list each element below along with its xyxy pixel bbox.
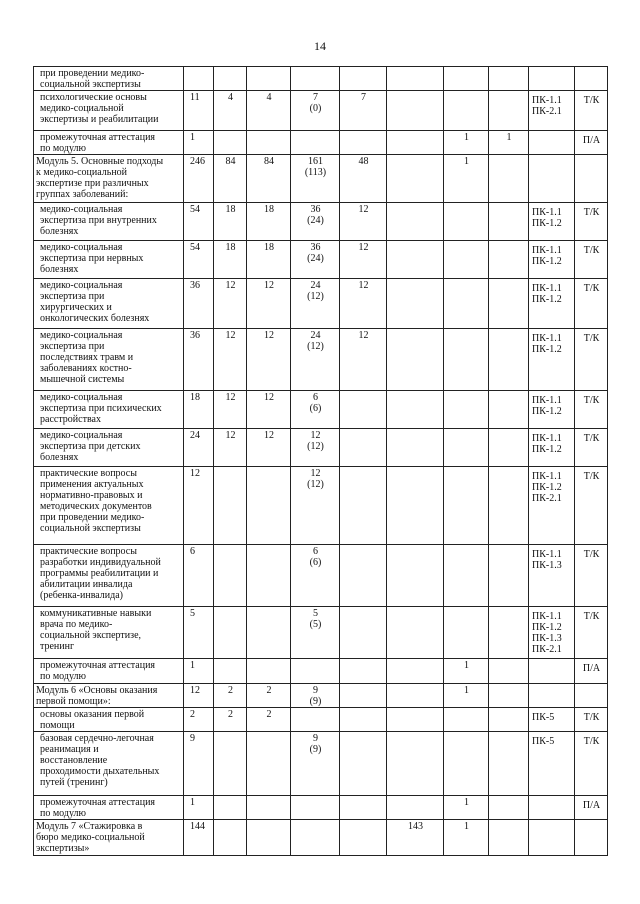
module-title [34,684,184,708]
discipline-name [34,329,184,391]
hours-cell [489,708,529,732]
discipline-name [34,91,184,131]
competencies-cell [529,708,575,732]
hours-cell [387,467,444,545]
competencies-cell [529,545,575,607]
hours-cell [247,659,291,684]
curriculum-table [33,66,608,856]
discipline-name-text: промежуточная аттестация по модулю [40,660,156,682]
table-row [34,429,608,467]
hours-cell: 2 [214,684,247,708]
competency-code: ПК-1.2 [532,218,562,229]
hours-cell: 1 [444,659,489,684]
hours-cell [340,732,387,796]
hours-cell [214,607,247,659]
module-title [34,155,184,203]
table-row [34,329,608,391]
module-row [34,820,608,856]
hours-cell: 18 [214,203,247,241]
discipline-name-text: медико-социальная экспертиза при нервных болезнях [40,242,144,275]
control-form-cell: Т/К [575,467,608,545]
hours-cell: 54 [184,203,214,241]
hours-cell [291,131,340,155]
control-form-cell [575,820,608,856]
hours-cell: 24 (12) [291,279,340,329]
hours-cell: 12 [247,429,291,467]
competencies-cell [529,467,575,545]
hours-cell [340,659,387,684]
discipline-name [34,279,184,329]
hours-cell [291,659,340,684]
table-row [34,796,608,820]
hours-cell [387,796,444,820]
discipline-name [34,391,184,429]
hours-cell [340,429,387,467]
control-form-cell: Т/К [575,607,608,659]
hours-cell: 143 [387,820,444,856]
discipline-name-text: медико-социальная экспертиза при психических расстройствах [40,392,162,425]
hours-cell: 11 [184,91,214,131]
hours-cell [340,607,387,659]
control-form-cell: П/А [575,796,608,820]
discipline-name [34,429,184,467]
discipline-name-text: медико-социальная экспертиза при детских болезнях [40,430,141,463]
discipline-name [34,467,184,545]
hours-cell: 24 [184,429,214,467]
hours-cell [387,241,444,279]
hours-cell [340,820,387,856]
table-row [34,708,608,732]
hours-cell [247,607,291,659]
module-row [34,155,608,203]
control-form-cell: Т/К [575,429,608,467]
module-row [34,684,608,708]
hours-cell [489,820,529,856]
hours-cell [444,241,489,279]
hours-cell [489,796,529,820]
hours-cell: 2 [247,708,291,732]
competencies-cell [529,203,575,241]
hours-cell [387,329,444,391]
hours-cell: 12 [340,241,387,279]
hours-cell [444,732,489,796]
module-title [34,820,184,856]
hours-cell: 36 [184,329,214,391]
hours-cell: 1 [444,796,489,820]
control-form-cell [575,684,608,708]
hours-cell [340,684,387,708]
hours-cell [387,607,444,659]
competency-code: ПК-1.2 [532,482,562,493]
hours-cell: 1 [184,659,214,684]
hours-cell: 36 (24) [291,203,340,241]
control-form-cell: П/А [575,131,608,155]
hours-cell [444,329,489,391]
competency-code: ПК-1.1 [532,549,562,560]
hours-cell: 7 [340,91,387,131]
control-form-cell: Т/К [575,708,608,732]
hours-cell: 5 [184,607,214,659]
hours-cell [444,467,489,545]
hours-cell [291,796,340,820]
hours-cell: 12 [340,203,387,241]
control-form-cell [575,67,608,91]
competencies-cell [529,91,575,131]
hours-cell [489,91,529,131]
discipline-name [34,607,184,659]
table-row [34,203,608,241]
hours-cell [214,467,247,545]
hours-cell [444,279,489,329]
hours-cell [387,91,444,131]
competencies-cell [529,684,575,708]
hours-cell: 1 [184,131,214,155]
hours-cell: 12 (12) [291,467,340,545]
hours-cell [247,67,291,91]
hours-cell [489,155,529,203]
competency-code: ПК-1.1 [532,471,562,482]
hours-cell [387,545,444,607]
hours-cell [387,131,444,155]
curriculum-rows [34,67,608,856]
hours-cell: 2 [214,708,247,732]
discipline-name [34,203,184,241]
discipline-name [34,708,184,732]
competency-code: ПК-5 [532,712,555,723]
hours-cell [340,391,387,429]
discipline-name-text: основы оказания первой помощи [40,709,145,731]
hours-cell: 2 [184,708,214,732]
control-form-cell: Т/К [575,391,608,429]
hours-cell [247,131,291,155]
hours-cell: 18 [214,241,247,279]
hours-cell [247,796,291,820]
hours-cell [340,708,387,732]
discipline-name-text: медико-социальная экспертиза при внутренних болезнях [40,204,157,237]
hours-cell: 18 [247,241,291,279]
hours-cell [489,732,529,796]
control-form-cell: Т/К [575,241,608,279]
hours-cell [387,155,444,203]
hours-cell [489,467,529,545]
hours-cell [489,545,529,607]
hours-cell: 12 [214,391,247,429]
discipline-name-text: Модуль 7 «Стажировка в бюро медико-социальной экспертизы» [36,821,145,854]
hours-cell [291,67,340,91]
discipline-name [34,67,184,91]
hours-cell [340,545,387,607]
page-number: 14 [314,39,326,53]
discipline-name-text: промежуточная аттестация по модулю [40,132,156,154]
table-row [34,732,608,796]
hours-cell [214,659,247,684]
hours-cell [444,607,489,659]
hours-cell [444,708,489,732]
competency-code: ПК-1.2 [532,256,562,267]
hours-cell [489,203,529,241]
hours-cell [247,467,291,545]
competency-code: ПК-5 [532,736,555,747]
competency-code: ПК-1.2 [532,294,562,305]
competencies-cell [529,279,575,329]
hours-cell [184,67,214,91]
competency-code: ПК-1.1 [532,333,562,344]
competency-code: ПК-2.1 [532,644,562,655]
hours-cell: 4 [247,91,291,131]
discipline-name [34,732,184,796]
discipline-name-text: коммуникативные навыки врача по медико- социальной экспертизе, тренинг [40,608,152,652]
control-form-cell: Т/К [575,545,608,607]
hours-cell: 1 [184,796,214,820]
hours-cell [214,67,247,91]
hours-cell: 1 [444,131,489,155]
table-row [34,391,608,429]
hours-cell [247,545,291,607]
competencies-cell [529,796,575,820]
table-row [34,545,608,607]
hours-cell: 36 (24) [291,241,340,279]
competency-code: ПК-1.1 [532,611,562,622]
hours-cell: 9 (9) [291,684,340,708]
discipline-name-text: практические вопросы применения актуальных нормативно-правовых и методических документов при проведении медико- социальной экспертизы [40,468,152,534]
hours-cell: 48 [340,155,387,203]
hours-cell: 12 [184,684,214,708]
hours-cell [489,67,529,91]
hours-cell: 7 (0) [291,91,340,131]
hours-cell [214,732,247,796]
hours-cell: 1 [489,131,529,155]
hours-cell [340,131,387,155]
competencies-cell [529,329,575,391]
hours-cell: 36 [184,279,214,329]
table-row [34,467,608,545]
competencies-cell [529,732,575,796]
hours-cell [387,684,444,708]
hours-cell: 12 [247,279,291,329]
table-row [34,607,608,659]
hours-cell [387,708,444,732]
competency-code: ПК-1.2 [532,406,562,417]
discipline-name-text: Модуль 6 «Основы оказания первой помощи»: [36,685,158,707]
table-row [34,131,608,155]
competency-code: ПК-1.1 [532,207,562,218]
hours-cell [387,659,444,684]
hours-cell: 18 [247,203,291,241]
competency-code: ПК-1.1 [532,245,562,256]
hours-cell [387,391,444,429]
hours-cell: 54 [184,241,214,279]
hours-cell: 12 [340,279,387,329]
control-form-cell: П/А [575,659,608,684]
hours-cell [340,67,387,91]
control-form-cell: Т/К [575,329,608,391]
hours-cell [444,429,489,467]
hours-cell [214,131,247,155]
competency-code: ПК-1.3 [532,560,562,571]
discipline-name-text: при проведении медико- социальной экспертизы [40,68,145,90]
competencies-cell [529,67,575,91]
hours-cell: 246 [184,155,214,203]
hours-cell [387,429,444,467]
discipline-name-text: промежуточная аттестация по модулю [40,797,156,819]
competencies-cell [529,241,575,279]
competency-code: ПК-1.2 [532,622,562,633]
hours-cell [387,203,444,241]
hours-cell: 12 [247,329,291,391]
hours-cell: 144 [184,820,214,856]
discipline-name [34,796,184,820]
hours-cell: 1 [444,155,489,203]
hours-cell: 12 [214,429,247,467]
hours-cell: 84 [247,155,291,203]
hours-cell: 1 [444,684,489,708]
control-form-cell: Т/К [575,732,608,796]
hours-cell: 6 [184,545,214,607]
hours-cell [387,732,444,796]
competency-code: ПК-1.3 [532,633,562,644]
hours-cell [489,241,529,279]
hours-cell: 12 [184,467,214,545]
competencies-cell [529,429,575,467]
hours-cell [489,391,529,429]
hours-cell: 161 (113) [291,155,340,203]
hours-cell: 12 [340,329,387,391]
hours-cell [444,91,489,131]
control-form-cell: Т/К [575,279,608,329]
hours-cell [444,545,489,607]
hours-cell [444,203,489,241]
competency-code: ПК-1.2 [532,444,562,455]
competency-code: ПК-2.1 [532,493,562,504]
competencies-cell [529,607,575,659]
competencies-cell [529,131,575,155]
hours-cell [340,467,387,545]
hours-cell [214,820,247,856]
hours-cell: 4 [214,91,247,131]
competencies-cell [529,155,575,203]
hours-cell: 18 [184,391,214,429]
hours-cell [214,545,247,607]
competency-code: ПК-2.1 [532,106,562,117]
discipline-name-text: Модуль 5. Основные подходы к медико-социальной экспертизе при различных группах заболеваний: [36,156,164,200]
discipline-name-text: психологические основы медико-социальной экспертизы и реабилитации [40,92,159,125]
hours-cell [489,659,529,684]
hours-cell: 24 (12) [291,329,340,391]
hours-cell [489,607,529,659]
competency-code: ПК-1.1 [532,283,562,294]
competency-code: ПК-1.1 [532,395,562,406]
competency-code: ПК-1.1 [532,433,562,444]
hours-cell: 6 (6) [291,545,340,607]
hours-cell: 6 (6) [291,391,340,429]
hours-cell: 5 (5) [291,607,340,659]
table-row [34,67,608,91]
hours-cell [489,329,529,391]
hours-cell: 9 (9) [291,732,340,796]
hours-cell [247,732,291,796]
control-form-cell: Т/К [575,91,608,131]
hours-cell [444,67,489,91]
hours-cell: 9 [184,732,214,796]
discipline-name [34,659,184,684]
discipline-name [34,545,184,607]
discipline-name-text: медико-социальная экспертиза при последствиях травм и заболеваниях костно- мышечной системы [40,330,134,385]
hours-cell [291,708,340,732]
control-form-cell: Т/К [575,203,608,241]
hours-cell: 1 [444,820,489,856]
hours-cell [489,684,529,708]
discipline-name-text: медико-социальная экспертиза при хирургических и онкологических болезнях [40,280,150,324]
discipline-name [34,241,184,279]
hours-cell: 12 [214,329,247,391]
competencies-cell [529,659,575,684]
hours-cell [340,796,387,820]
discipline-name-text: базовая сердечно-легочная реанимация и восстановление проходимости дыхательных путей (тренинг) [40,733,160,788]
table-row [34,91,608,131]
hours-cell: 84 [214,155,247,203]
hours-cell [489,279,529,329]
table-row [34,241,608,279]
table-row [34,279,608,329]
discipline-name [34,131,184,155]
competency-code: ПК-1.2 [532,344,562,355]
hours-cell [489,429,529,467]
hours-cell [247,820,291,856]
competency-code: ПК-1.1 [532,95,562,106]
hours-cell: 2 [247,684,291,708]
hours-cell: 12 [214,279,247,329]
hours-cell [444,391,489,429]
discipline-name-text: практические вопросы разработки индивидуальной программы реабилитации и абилитации инвалида (ребенка-инвалида) [40,546,161,601]
hours-cell: 12 [247,391,291,429]
hours-cell [291,820,340,856]
hours-cell [214,796,247,820]
hours-cell: 12 (12) [291,429,340,467]
hours-cell [387,279,444,329]
competencies-cell [529,820,575,856]
competencies-cell [529,391,575,429]
table-row [34,659,608,684]
control-form-cell [575,155,608,203]
hours-cell [387,67,444,91]
